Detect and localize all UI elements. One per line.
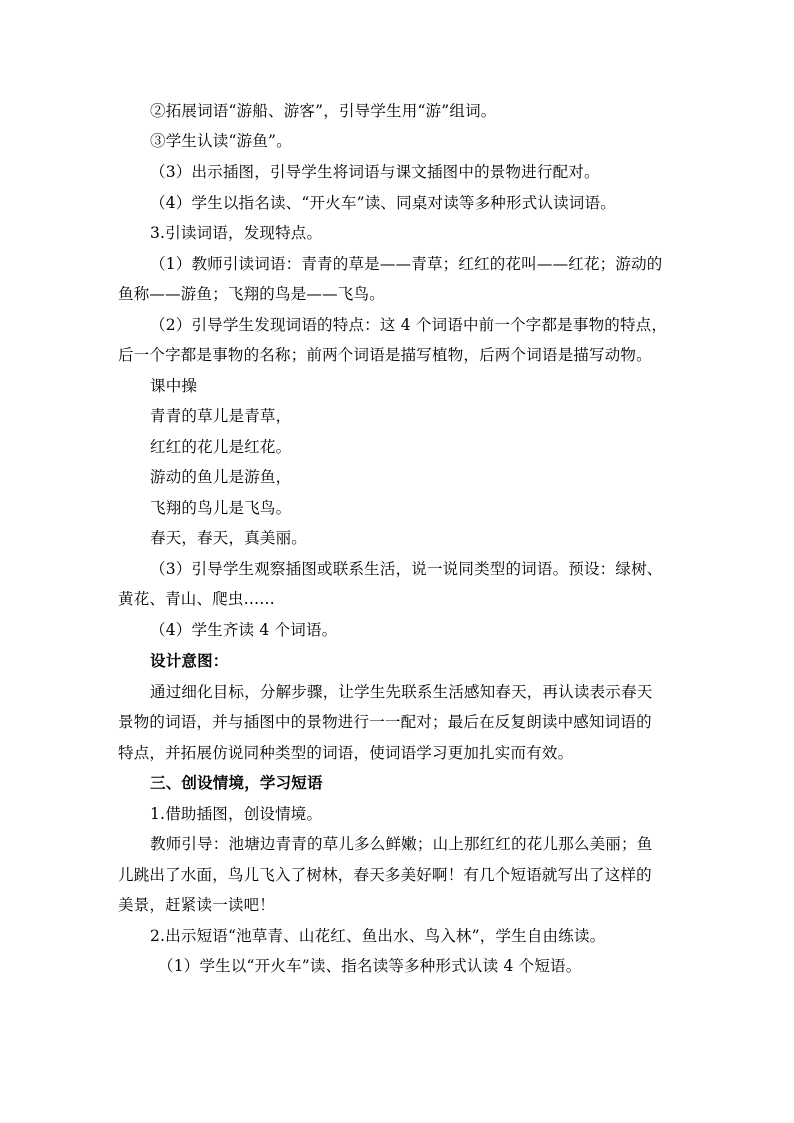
text-line: 通过细化目标，分解步骤，让学生先联系生活感知春天，再认读表示春天 xyxy=(150,683,653,701)
text-line: 美景，赶紧读一读吧！ xyxy=(118,896,276,914)
text-line: （3）引导学生观察插图或联系生活，说一说同类型的词语。预设：绿树、 xyxy=(150,560,663,578)
text-line: ③学生认读“游鱼”。 xyxy=(150,132,292,150)
text-line: （4）学生以指名读、“开火车”读、同桌对读等多种形式认读词语。 xyxy=(150,194,616,212)
text-line: 春天，春天，真美丽。 xyxy=(150,529,308,547)
text-line: 2.出示短语“池草青、山花红、鱼出水、鸟入林”，学生自由练读。 xyxy=(150,927,606,945)
text-line: 景物的词语，并与插图中的景物进行一一配对；最后在反复朗读中感知词语的 xyxy=(118,713,652,731)
text-line: 飞翔的鸟儿是飞鸟。 xyxy=(150,499,292,517)
text-line: 黄花、青山、爬虫…… xyxy=(118,590,276,608)
text-line: （3）出示插图，引导学生将词语与课文插图中的景物进行配对。 xyxy=(150,163,600,181)
text-line: 后一个字都是事物的名称；前两个词语是描写植物，后两个词语是描写动物。 xyxy=(118,346,652,364)
text-line: 鱼称——游鱼；飞翔的鸟是——飞鸟。 xyxy=(118,285,385,303)
text-line: （4）学生齐读 4 个词语。 xyxy=(150,621,338,639)
text-line: 青青的草儿是青草， xyxy=(150,407,292,425)
text-line: 3.引读词语，发现特点。 xyxy=(150,224,323,242)
text-line: 红红的花儿是红花。 xyxy=(150,438,292,456)
text-line: ②拓展词语“游船、游客”，引导学生用“游”组词。 xyxy=(150,102,497,120)
text-line: 儿跳出了水面，鸟儿飞入了树林，春天多美好啊！有几个短语就写出了这样的 xyxy=(118,866,652,884)
text-line: （1）学生以“开火车”读、指名读等多种形式认读 4 个短语。 xyxy=(158,957,582,975)
text-line: 游动的鱼儿是游鱼， xyxy=(150,468,292,486)
section-heading: 设计意图： xyxy=(150,651,229,670)
text-line: 特点，并拓展仿说同种类型的词语，使词语学习更加扎实而有效。 xyxy=(118,744,574,762)
text-line: 1.借助插图，创设情境。 xyxy=(150,805,323,823)
text-line: （2）引导学生发现词语的特点：这 4 个词语中前一个字都是事物的特点， xyxy=(150,316,668,334)
text-line: 教师引导：池塘边青青的草儿多么鲜嫩；山上那红红的花儿那么美丽；鱼 xyxy=(150,835,653,853)
text-line: 课中操 xyxy=(150,377,198,395)
section-heading: 三、创设情境，学习短语 xyxy=(150,773,323,792)
text-line: （1）教师引读词语：青青的草是——青草；红红的花叫——红花；游动的 xyxy=(150,255,663,273)
